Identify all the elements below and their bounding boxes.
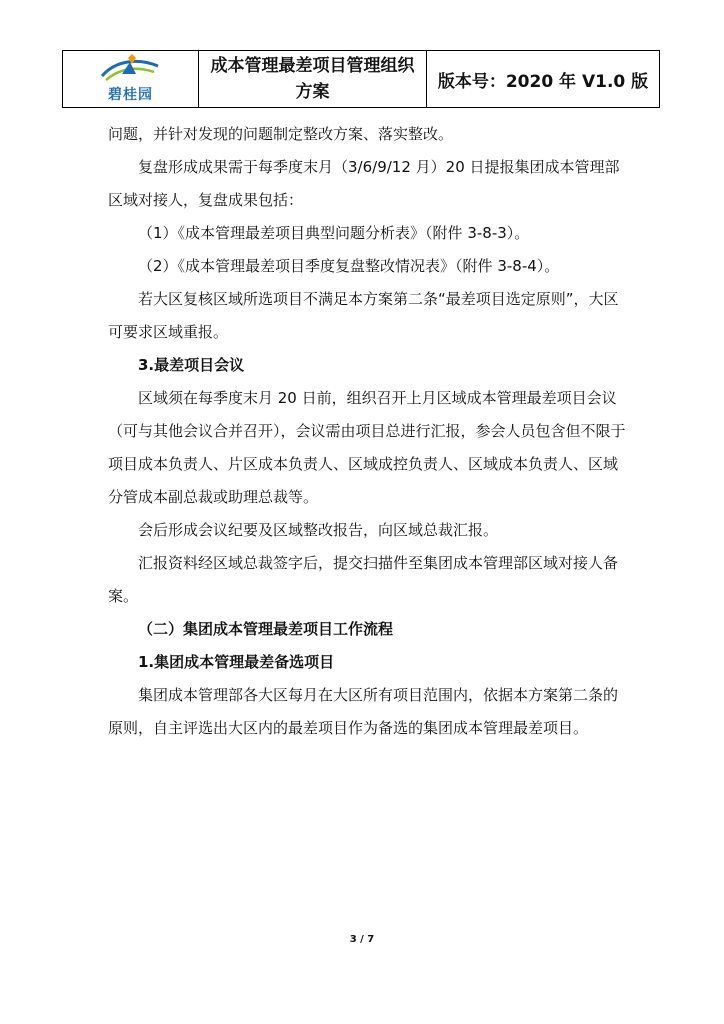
document-body <box>108 118 628 745</box>
logo-cell <box>63 51 199 107</box>
section-heading: （二）集团成本管理最差项目工作流程 <box>138 620 394 638</box>
paragraph: 若大区复核区域所选项目不满足本方案第二条“最差项目选定原则”，大区可要求区域重报。 <box>108 290 619 341</box>
section-heading: 3.最差项目会议 <box>138 356 245 374</box>
version-label: 版本号：2020 年 V1.0 版 <box>437 71 649 92</box>
company-logo-icon <box>96 54 166 86</box>
document-title: 成本管理最差项目管理组织方案 <box>199 51 427 107</box>
paragraph: 问题，并针对发现的问题制定整改方案、落实整改。 <box>108 125 454 143</box>
paragraph: 集团成本管理部各大区每月在大区所有项目范围内，依据本方案第二条的原则，自主评选出大区内的最差项目作为备选的集团成本管理最差项目。 <box>108 686 619 737</box>
section-heading: 1.集团成本管理最差备选项目 <box>138 653 335 671</box>
paragraph: 复盘形成成果需于每季度末月（3/6/9/12 月）20 日提报集团成本管理部区域对接人，复盘成果包括： <box>108 158 620 209</box>
paragraph: 汇报资料经区域总裁签字后，提交扫描件至集团成本管理部区域对接人备案。 <box>108 554 619 605</box>
logo-text: 碧桂园 <box>108 87 153 103</box>
paragraph: 会后形成会议纪要及区域整改报告，向区域总裁汇报。 <box>138 521 499 539</box>
paragraph: 区域须在每季度末月 20 日前，组织召开上月区域成本管理最差项目会议（可与其他会议合并召开），会议需由项目总进行汇报，参会人员包含但不限于项目成本负责人、片区成本负责人、区域成控负责人、区域成本负责人、区域分管成本副总裁或助理总裁等。 <box>108 389 626 506</box>
page-number: 3 / 7 <box>349 934 375 945</box>
document-header <box>62 50 660 108</box>
paragraph: （2）《成本管理最差项目季度复盘整改情况表》（附件 3-8-4）。 <box>138 257 560 275</box>
paragraph: （1）《成本管理最差项目典型问题分析表》（附件 3-8-3）。 <box>138 224 530 242</box>
